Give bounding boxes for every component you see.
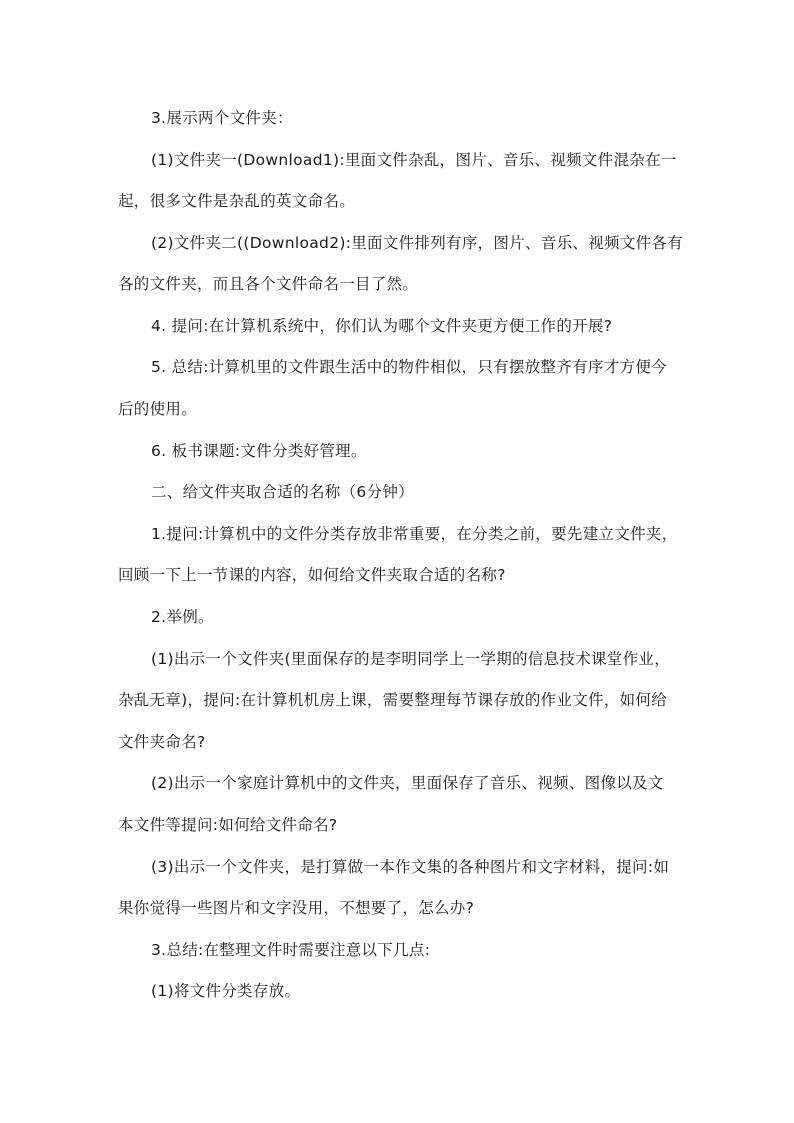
text-line: (1)文件夹一(Download1):里面文件杂乱，图片、音乐、视频文件混杂在一 <box>151 151 677 169</box>
text-line: 各的文件夹，而且各个文件命名一目了然。 <box>118 275 419 293</box>
text-line: (3)出示一个文件夹，是打算做一本作文集的各种图片和文字材料，提问:如 <box>151 858 670 876</box>
text-line: 6. 板书课题:文件分类好管理。 <box>151 442 367 460</box>
text-line: 本文件等提问:如何给文件命名? <box>118 816 338 834</box>
text-line: 3.展示两个文件夹： <box>151 109 293 127</box>
text-line: 果你觉得一些图片和文字没用，不想要了，怎么办? <box>118 899 475 917</box>
text-line: 5. 总结:计算机里的文件跟生活中的物件相似，只有摆放整齐有序才方便今 <box>151 358 667 376</box>
text-line: 文件夹命名? <box>118 733 206 751</box>
text-line: 后的使用。 <box>118 400 198 418</box>
text-line: 杂乱无章)，提问:在计算机机房上课，需要整理每节课存放的作业文件，如何给 <box>118 691 668 709</box>
text-line: 回顾一下上一节课的内容，如何给文件夹取合适的名称? <box>118 566 506 584</box>
text-line: (2)出示一个家庭计算机中的文件夹，里面保存了音乐、视频、图像以及文 <box>151 774 664 792</box>
section-heading: 二、给文件夹取合适的名称（6分钟） <box>151 483 414 501</box>
text-line: 2.举例。 <box>151 608 214 626</box>
text-line: (1)出示一个文件夹(里面保存的是李明同学上一学期的信息技术课堂作业， <box>151 650 671 668</box>
text-line: 起，很多文件是杂乱的英文命名。 <box>118 192 356 210</box>
text-line: (2)文件夹二((Download2):里面文件排列有序，图片、音乐、视频文件各有 <box>151 234 684 252</box>
text-line: 1.提问:计算机中的文件分类存放非常重要，在分类之前，要先建立文件夹， <box>151 525 678 543</box>
text-line: 3.总结:在整理文件时需要注意以下几点: <box>151 941 431 959</box>
text-line: (1)将文件分类存放。 <box>151 982 301 1000</box>
text-line: 4. 提问:在计算机系统中，你们认为哪个文件夹更方便工作的开展? <box>151 317 613 335</box>
